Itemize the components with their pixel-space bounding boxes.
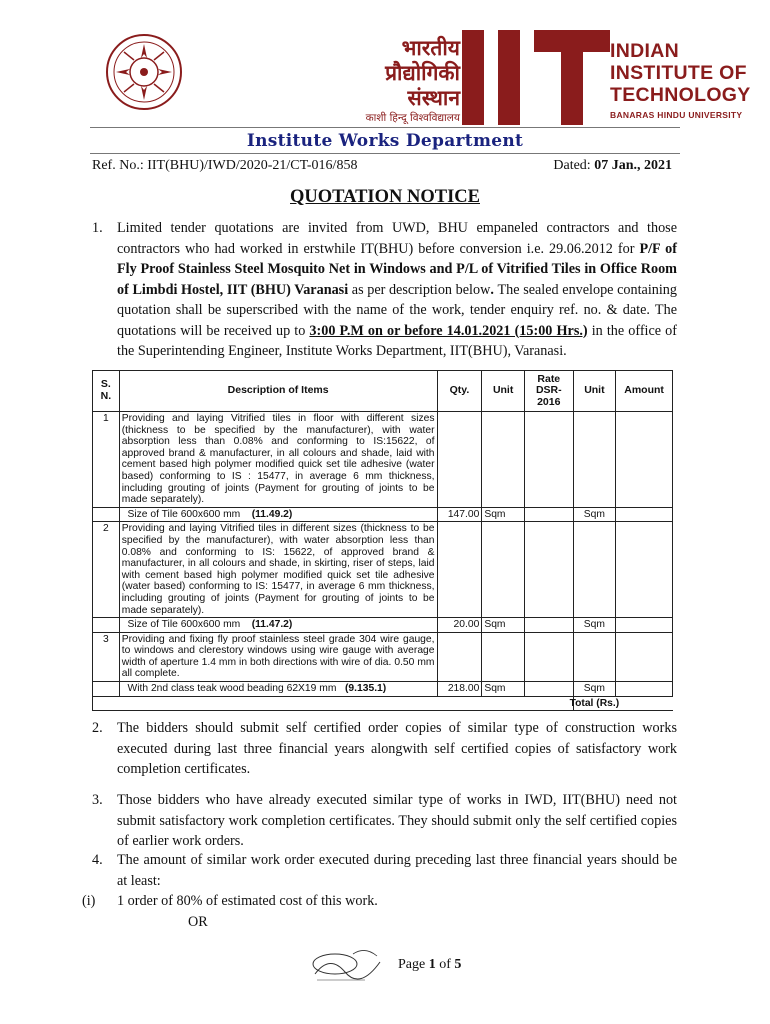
- col-amount-header: Amount: [616, 371, 673, 412]
- col-rate-header: Rate DSR-2016: [524, 371, 573, 412]
- clause-number: 1.: [92, 220, 103, 236]
- item-description: Providing and fixing fly proof stainless steel grade 304 wire gauge, to windows and clerestory windows using wire gauge with average width of aperture 1.4 mm in both directions with wire of dia. 0.50 mm all complete.: [119, 632, 437, 681]
- clause-number: 4.: [92, 852, 103, 868]
- table-row: [93, 682, 673, 697]
- clause-text: The amount of similar work order executed during preceding last three financial years should be at least:: [117, 852, 677, 889]
- letterhead: [90, 20, 751, 130]
- col-unit2-header: Unit: [573, 371, 616, 412]
- clause-text: Limited tender quotations are invited from UWD, BHU empaneled contractors and those contractors who had worked in erstwhile IT(BHU) before conversion i.e. 29.06.2012 for P/F of Fly Proof Stainless Steel Mosquito Net in Windows and P/L of Vitrified Tiles in Office Room of Limbdi Hostel, IIT (BHU) Varanasi as per description below. The sealed envelope containing quotation shall be superscribed with the name of the work, tender enquiry ref. no. & date. The quotations will be received up to 3:00 P.M on or before 14.01.2021 (15:00 Hrs.) in the office of the Superintending Engineer, Institute Works Department, IIT(BHU), Varanasi.: [117, 220, 678, 359]
- works-table: [92, 370, 673, 711]
- ref-label: Ref. No.:: [92, 158, 144, 173]
- clause-text: The bidders should submit self certified order copies of similar type of construction works executed during last three financial years alongwith self certified copies of satisfactory work completion certificates.: [117, 720, 677, 777]
- dated-value: 07 Jan., 2021: [594, 158, 672, 173]
- iit-logo-icon: [462, 30, 612, 125]
- item-description: Providing and laying Vitrified tiles in different sizes (thickness to be specified by the manufacturer), with water absorption less than 0.08% and conforming to IS: 15622, of approved brand & manufacturer, in all colours and shade, in skirting, riser of steps, laid with cement based high polymer modified quick set tile adhesive (water based) conforming to IS: 15477, in average 6 mm thickness, including grouting of joints (Payment for grouting of joints to be made separately).: [119, 522, 437, 618]
- table-row: 1 Providing and laying Vitrified tiles in floor with different sizes (thickness to be specified by the manufacturer), with water absorption less than 0.08% and conforming to IS:15622, of approved brand & manufacturer, in all colours and shade, laid with cement based high polymer modified quick set tile adhesive (water based) conforming to IS : 15477, in average 6 mm thickness, including grouting of joints (Payment for grouting of joints to be made separately).: [93, 412, 673, 508]
- item-rate: [524, 618, 573, 633]
- col-qty-header: Qty.: [437, 371, 482, 412]
- clause-number: 3.: [92, 792, 103, 808]
- signature-stamp-icon: [305, 944, 395, 984]
- institute-emblem-icon: [104, 32, 184, 112]
- clause-number: (i): [82, 893, 96, 909]
- item-unit: Sqm: [482, 618, 525, 633]
- hindi-institute-name: भारतीय प्रौद्योगिकी संस्थान काशी हिन्दू विश्वविद्यालय: [365, 36, 460, 124]
- item-size: Size of Tile 600x600 mm (11.47.2): [119, 618, 437, 633]
- ref-number: IIT(BHU)/IWD/2020-21/CT-016/858: [147, 158, 358, 173]
- item-size: With 2nd class teak wood beading 62X19 mm (9.135.1): [119, 682, 437, 697]
- dated-label: Dated:: [553, 158, 591, 173]
- work-name: P/F of Fly Proof Stainless Steel Mosquito Net in Windows and P/L of Vitrified Tiles in Office Room of Limbdi Hostel, IIT (BHU) Varanasi: [117, 240, 677, 298]
- item-unit: Sqm: [482, 682, 525, 697]
- item-code: (11.49.2): [251, 508, 293, 520]
- item-unit2: Sqm: [573, 507, 616, 522]
- item-amount: [616, 618, 673, 633]
- clause-3: [92, 790, 677, 852]
- table-header-row: [93, 371, 673, 412]
- or-separator: OR: [188, 914, 208, 930]
- reference-line: [92, 158, 672, 174]
- clause-4: [92, 850, 677, 891]
- item-amount: [616, 682, 673, 697]
- item-code: (11.47.2): [251, 619, 293, 631]
- total-label: Total (Rs.): [573, 696, 672, 711]
- table-row: [93, 618, 673, 633]
- table-row: 2 Providing and laying Vitrified tiles in different sizes (thickness to be specified by the manufacturer), with water absorption less than 0.08% and conforming to IS: 15622, of approved brand & manufacturer, in all colours and shade, in skirting, riser of steps, laid with cement based high polymer modified quick set tile adhesive (water based) conforming to IS: 15477, in average 6 mm thickness, including grouting of joints (Payment for grouting of joints to be made separately).: [93, 522, 673, 618]
- item-rate: [524, 507, 573, 522]
- item-code: (9.135.1): [345, 683, 387, 695]
- header-divider: [90, 127, 680, 128]
- item-qty: 20.00: [437, 618, 482, 633]
- item-unit2: Sqm: [573, 682, 616, 697]
- clause-number: 2.: [92, 720, 103, 736]
- total-row: [93, 696, 673, 711]
- item-qty: 218.00: [437, 682, 482, 697]
- notice-title: QUOTATION NOTICE: [290, 187, 480, 207]
- item-qty: 147.00: [437, 507, 482, 522]
- item-description: Providing and laying Vitrified tiles in floor with different sizes (thickness to be specified by the manufacturer), with water absorption less than 0.08% and conforming to IS:15622, of approved brand & manufacturer, in all colours and shade, laid with cement based high polymer modified quick set tile adhesive (water based) conforming to IS : 15477, in average 6 mm thickness, including grouting of joints (Payment for grouting of joints to be made separately).: [119, 412, 437, 508]
- clause-text: 1 order of 80% of estimated cost of this work.: [117, 893, 378, 909]
- department-divider: [90, 153, 680, 154]
- item-unit: Sqm: [482, 507, 525, 522]
- col-sn-header: S. N.: [93, 371, 120, 412]
- english-institute-name: INDIAN INSTITUTE OF TECHNOLOGY BANARAS HINDU UNIVERSITY: [610, 40, 751, 120]
- clause-text: Those bidders who have already executed similar type of works in IWD, IIT(BHU) need not submit satisfactory work completion certificates. They should submit only the self certified copies of earlier work orders.: [117, 792, 677, 849]
- page-number: Page 1 of 5: [398, 957, 462, 972]
- date-block: [553, 158, 672, 174]
- col-unit-header: Unit: [482, 371, 525, 412]
- col-description-header: Description of Items: [119, 371, 437, 412]
- department-title: Institute Works Department: [246, 131, 524, 151]
- clause-1: [92, 218, 677, 362]
- table-row: 3 Providing and fixing fly proof stainless steel grade 304 wire gauge, to windows and clerestory windows using wire gauge with average width of aperture 1.4 mm in both directions with wire of dia. 0.50 mm all complete.: [93, 632, 673, 681]
- item-amount: [616, 507, 673, 522]
- clause-2: [92, 718, 677, 780]
- deadline: 3:00 P.M on or before 14.01.2021 (15:00 Hrs.): [309, 322, 588, 339]
- item-rate: [524, 682, 573, 697]
- item-size: Size of Tile 600x600 mm (11.49.2): [119, 507, 437, 522]
- clause-4-option-i: [82, 891, 667, 912]
- table-row: [93, 507, 673, 522]
- item-unit2: Sqm: [573, 618, 616, 633]
